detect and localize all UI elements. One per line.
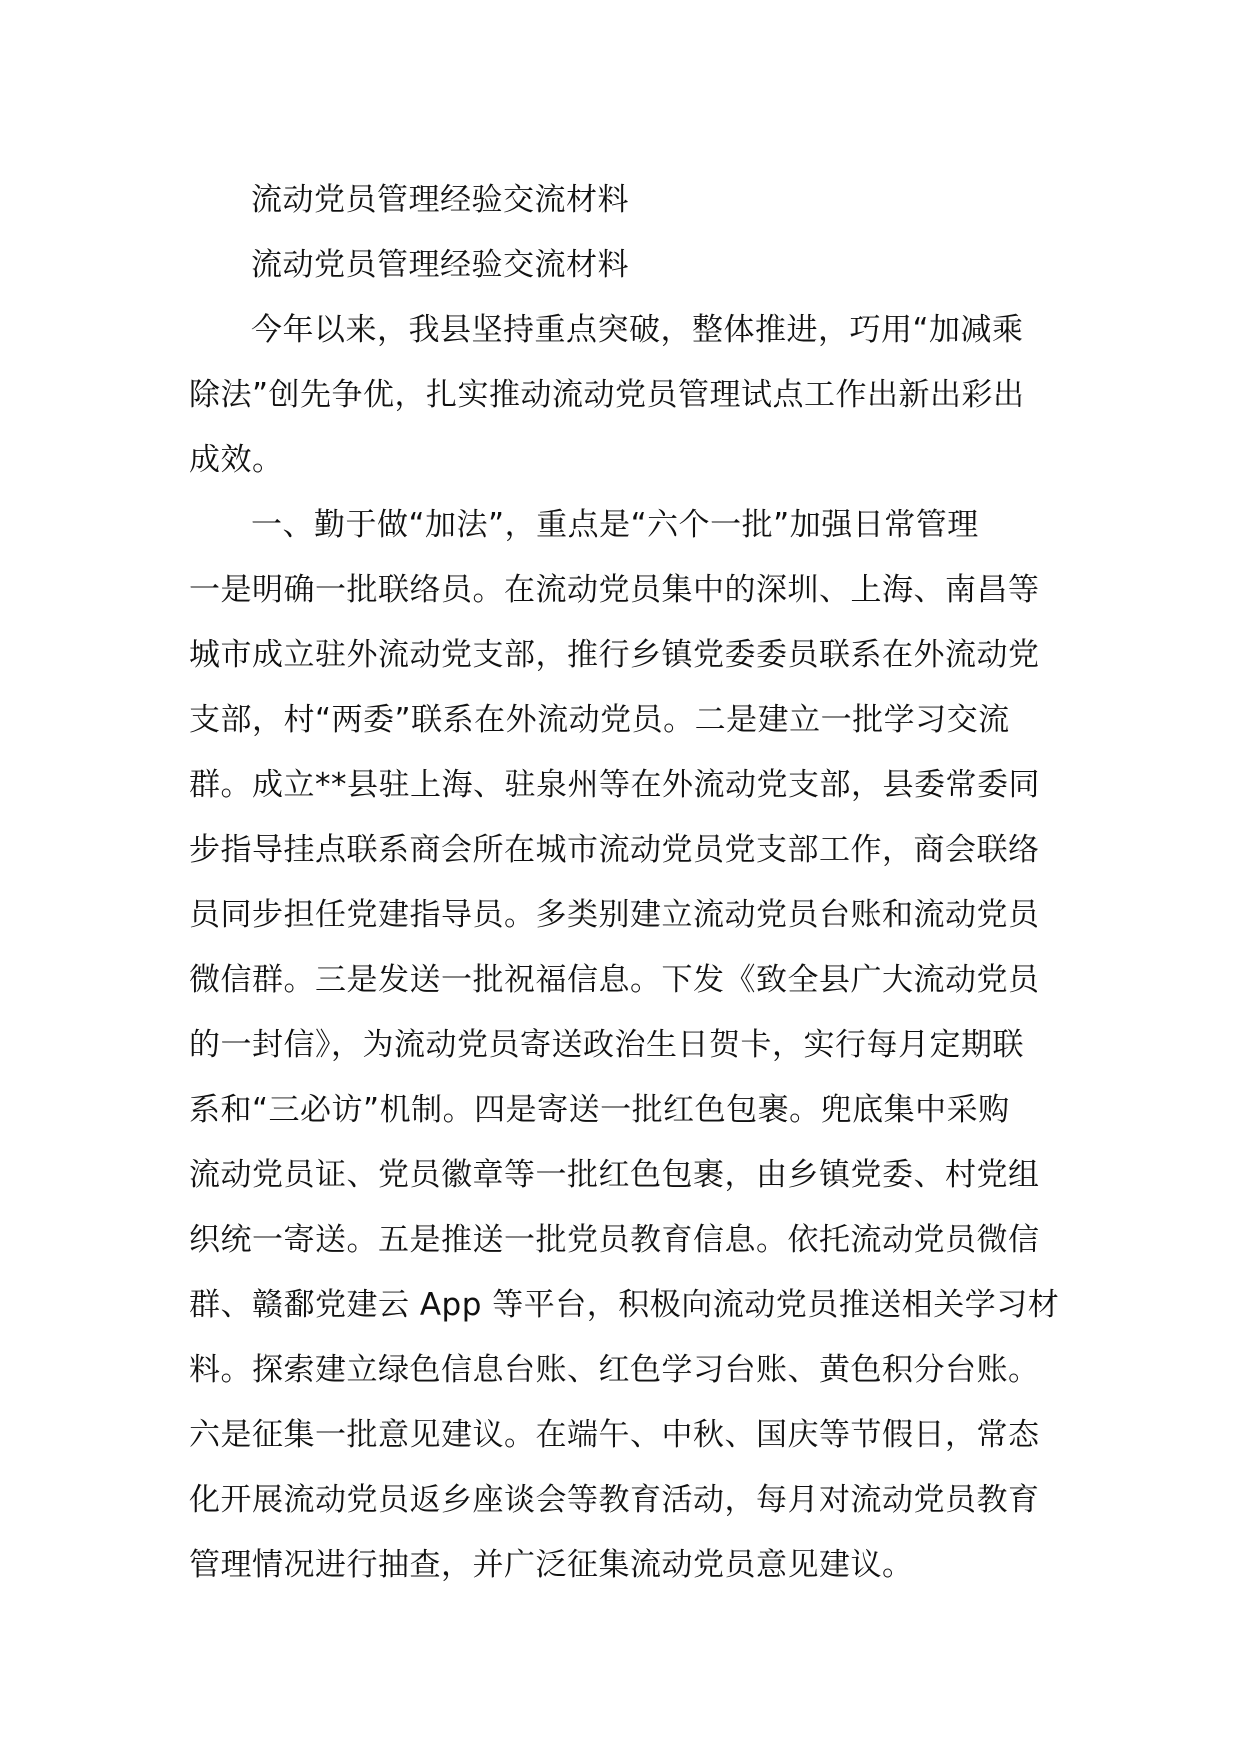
intro-line: 除法”创先争优，扎实推动流动党员管理试点工作出新出彩出 (189, 377, 1025, 413)
section-line: 微信群。三是发送一批祝福信息。下发《致全县广大流动党员 (189, 962, 1040, 998)
intro-line: 今年以来，我县坚持重点突破，整体推进，巧用“加减乘 (251, 312, 1024, 348)
section-line: 料。探索建立绿色信息台账、红色学习台账、黄色积分台账。 (189, 1352, 1040, 1388)
document-subtitle: 流动党员管理经验交流材料 (251, 247, 629, 283)
section-line: 系和“三必访”机制。四是寄送一批红色包裹。兜底集中采购 (189, 1092, 1010, 1128)
document-title: 流动党员管理经验交流材料 (251, 182, 629, 218)
section-line: 管理情况进行抽查，并广泛征集流动党员意见建议。 (189, 1547, 914, 1583)
section-line: 的一封信》，为流动党员寄送政治生日贺卡，实行每月定期联 (189, 1027, 1024, 1063)
section-line: 织统一寄送。五是推送一批党员教育信息。依托流动党员微信 (189, 1222, 1040, 1258)
document-body (189, 168, 1059, 1598)
section-line: 群、赣鄱党建云 App 等平台，积极向流动党员推送相关学习材 (189, 1287, 1060, 1323)
section-line: 化开展流动党员返乡座谈会等教育活动，每月对流动党员教育 (189, 1482, 1040, 1518)
section-heading: 一、勤于做“加法”，重点是“六个一批”加强日常管理 (251, 507, 979, 543)
section-line: 六是征集一批意见建议。在端午、中秋、国庆等节假日，常态 (189, 1417, 1040, 1453)
section-line: 城市成立驻外流动党支部，推行乡镇党委委员联系在外流动党 (189, 637, 1040, 673)
section-line: 步指导挂点联系商会所在城市流动党员党支部工作，商会联络 (189, 832, 1040, 868)
section-line: 流动党员证、党员徽章等一批红色包裹，由乡镇党委、村党组 (189, 1157, 1040, 1193)
section-line: 一是明确一批联络员。在流动党员集中的深圳、上海、南昌等 (189, 572, 1040, 608)
section-line: 群。成立**县驻上海、驻泉州等在外流动党支部，县委常委同 (189, 767, 1040, 803)
section-line: 员同步担任党建指导员。多类别建立流动党员台账和流动党员 (189, 897, 1040, 933)
intro-line: 成效。 (189, 442, 284, 478)
section-line: 支部，村“两委”联系在外流动党员。二是建立一批学习交流 (189, 702, 1010, 738)
